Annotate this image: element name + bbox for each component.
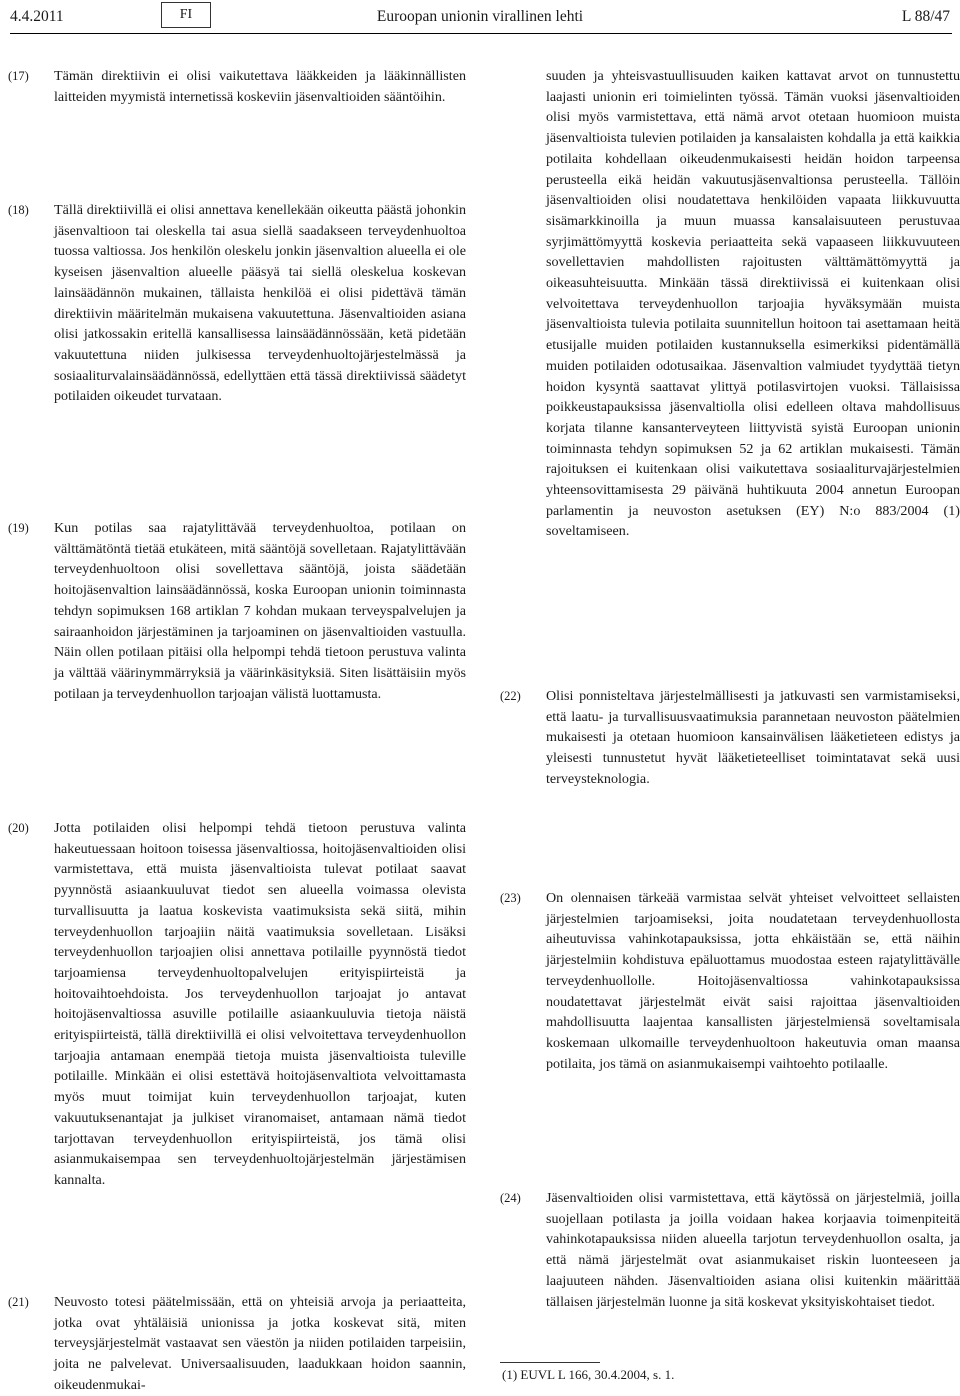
footnote-rule — [500, 1362, 600, 1363]
recital-text: Tämän direktiivin ei olisi vaikutettava lääkkeiden ja lääkinnällisten laitteiden myymistä internetissä koskeviin jäsenvaltioiden sääntöihin. — [54, 68, 466, 105]
page-number: L 88/47 — [901, 8, 950, 25]
language-box: FI — [161, 2, 211, 28]
recital-19 — [8, 518, 466, 704]
header-rule — [10, 33, 952, 34]
page-header — [0, 0, 960, 32]
recital-number: (18) — [8, 203, 29, 217]
recital-18 — [8, 200, 466, 407]
journal-title: Euroopan unionin virallinen lehti — [376, 8, 584, 25]
recital-number: (17) — [8, 69, 29, 83]
recital-17 — [8, 66, 466, 107]
recital-number: (22) — [500, 689, 521, 703]
recital-text: Kun potilas saa rajatylittävää terveydenhuoltoa, potilaan on välttämätöntä tietää etukäteen, mitä sääntöjä sovelletaan. Rajatylittävään terveydenhuoltoon olisi sovellettava sääntöjä, joista säädetään hoitojäsenvaltion lainsäädännössä, koska Euroopan unionin toiminnasta tehdyn sopimuksen 168 artiklan 7 kohdan mukaan terveyspalvelujen ja sairaanhoidon järjestäminen ja tarjoaminen on jäsenvaltioiden vastuulla. Näin ollen potilaan pitäisi olla helpompi tehdä tietoon perustuva valinta ja välttää väärinymmärryksiä ja väärinkäsityksiä. Siten lisättäisiin myös potilaan ja terveydenhuollon tarjoajan välistä luottamusta. — [54, 520, 466, 702]
recital-number: (23) — [500, 891, 521, 905]
recital-22 — [500, 686, 960, 790]
publication-date: 4.4.2011 — [10, 8, 64, 25]
recital-24 — [500, 1188, 960, 1312]
recital-21-continuation: suuden ja yhteisvastuullisuuden kaiken kattavat arvot on tunnustettu laajasti unionin eri toimielinten työssä. Tämän vuoksi jäsenvaltioiden olisi myös varmistettava, että nämä arvot otetaan huomioon muista jäsenvaltioista tulevien potilaiden ja kansalaisten kohdalla ja että kaikkia potilaita kohdellaan oikeudenmukaisesti heidän hoidon tarpeensa perusteella eikä heidän vakuutusjäsenvaltionsa perusteella. Tällöin jäsenvaltioiden olisi noudatettava henkilöiden vapaata liikkuvuutta sisämarkkinoilla ja muun muassa kansalaisuuteen perustuvaa syrjimättömyyttä koskevia periaatteita sekä vapaaseen liikkuvuuteen sovellettavien mahdollisten rajoitusten välttämättömyyttä ja oikeasuhteisuutta. Minkään tässä direktiivissä ei kuitenkaan olisi velvoitettava terveydenhuollon tarjoajia hyväksymään muista jäsenvaltioista tulevia potilaita suunnitellun hoitoon tai asettamaan heitä etusijalle muiden potilaiden kustannuksella esimerkiksi pidentämällä muiden potilaiden odotusaikaa. Jäsenvaltion valmiudet tyydyttää tietyn hoidon kysyntä saattavat ylittyä potilasvirtojen vuoksi. Tällaisissa poikkeustapauksissa jäsenvaltiolla olisi edelleen oltava mahdollisuus korjata tilanne kansanterveyteen liittyvistä syistä Euroopan unionin toiminnasta tehdyn sopimuksen 52 ja 62 artiklan mukaisesti. Tämän rajoituksen ei kuitenkaan olisi vaikutettava sosiaaliturvajärjestelmien yhteensovittamisesta 29 päivänä huhtikuuta 2004 annetun Euroopan parlamentin ja neuvoston asetuksen (EY) N:o 883/2004 (1) soveltamiseen. — [546, 68, 960, 540]
footnote: (1) EUVL L 166, 30.4.2004, s. 1. — [502, 1367, 675, 1382]
recital-number: (24) — [500, 1191, 521, 1205]
recital-text: Jotta potilaiden olisi helpompi tehdä tietoon perustuva valinta hakeutuessaan hoitoon toisessa jäsenvaltiossa, hoitojäsenvaltioiden olisi varmistettava, että muista jäsenvaltioista tulevat potilaat saavat pyynnöstä asiaankuuluvat tiedot sen alueella voimassa olevista turvallisuutta ja laatua koskevista vaatimuksista sekä siitä, mihin terveydenhuollon tarjoajiin näitä vaatimuksia sovelletaan. Lisäksi terveydenhuollon tarjoajien olisi annettava potilaille pyynnöstä tiedot tarjoamiensa terveydenhuoltopalvelujen erityispiirteistä ja hoitovaihtoehdoista. Jos terveydenhuollon tarjoajat jo antavat hoitojäsenvaltiossa asuville potilaille asiaankuuluvia tietoja näistä erityispiirteistä, tällä direktiivillä ei olisi velvoitettava terveydenhuollon tarjoajia antamaan enempää tietoja muista jäsenvaltioista tuleville potilaille. Minkään ei olisi estettävä hoitojäsenvaltiota velvoittamasta myös muut toimijat kuin terveydenhuollon tarjoajat, kuten vakuutuksenantajat ja julkiset viranomaiset, antamaan nämä tiedot tarjottavan terveydenhuollon erityispiirteistä, jos tämä olisi asianmukaisempaa sen terveydenhuoltojärjestelmän järjestämisen kannalta. — [54, 820, 466, 1188]
recital-number: (21) — [8, 1295, 29, 1309]
recital-23 — [500, 888, 960, 1074]
recital-text: Tällä direktiivillä ei olisi annettava kenellekään oikeutta päästä johonkin jäsenvaltioon tai oleskella tai asua siellä saadakseen terveydenhuoltoa tuossa valtiossa. Jos henkilön oleskelu jonkin jäsenvaltion alueella ei ole kyseisen jäsenvaltion alueelle pääsyä tai siellä oleskelua koskevan lainsäädännön mukainen, tällaista henkilöä ei olisi pidettävä tämän direktiivin määritelmän mukaisena vakuutettuna. Jäsenvaltioiden asiana olisi jatkossakin eritellä kansallisessa lainsäädännössään, ketä pidetään vakuutettuna niiden julkisessa terveydenhuoltojärjestelmässä ja sosiaaliturvalainsäädännössä, edellyttäen että tässä direktiivissä säädetyt potilaiden oikeudet turvataan. — [54, 202, 466, 405]
recital-21 — [8, 1292, 466, 1396]
recital-text: Olisi ponnisteltava järjestelmällisesti ja jatkuvasti sen varmistamiseksi, että laatu- ja turvallisuusvaatimuksia parannetaan neuvoston päätelmien mukaisesti ja otetaan huomioon kansainvälisen lääketieteen edistys ja yleisesti tunnustetut hyvät lääketieteelliset toimintatavat sekä uusi terveysteknologia. — [546, 688, 960, 787]
recital-text: Neuvosto totesi päätelmissään, että on yhteisiä arvoja ja periaatteita, jotka ovat yhtäläisiä unionissa ja jotka koskevat sitä, miten terveysjärjestelmät vastaavat sen väestön ja niiden potilaiden tarpeisiin, joita ne palvelevat. Universaalisuuden, laadukkaan hoidon saannin, oikeudenmukai- — [54, 1294, 466, 1393]
recital-number: (19) — [8, 521, 29, 535]
recital-text: Jäsenvaltioiden olisi varmistettava, että käytössä on järjestelmiä, joilla suojellaan potilasta ja joilla voidaan hakea korjaavia toimenpiteitä vahinkotapauksissa niiden alueella tarjotun terveydenhuollon osalta, ja että nämä järjestelmät ovat asianmukaiset riskin luonteeseen ja laajuuteen nähden. Jäsenvaltioiden asiana olisi kuitenkin määrittää tällaisen järjestelmän luonne ja sitä koskevat yksityiskohtaiset tiedot. — [546, 1190, 960, 1310]
recital-text: On olennaisen tärkeää varmistaa selvät yhteiset velvoitteet sellaisten järjestelmien tarjoamiseksi, joita noudatetaan terveydenhuollosta aiheutuvissa vahinkotapauksissa, jotta ehkäistään se, että näihin järjestelmiin kohdistuva epäluottamus muodostaa esteen rajatylittävälle terveydenhuollolle. Hoitojäsenvaltiossa vahinkotapauksissa noudatettavat järjestelmät eivät saisi rajoittaa jäsenvaltioiden mahdollisuutta laajentaa kansallisten järjestelmiensä soveltamisala koskemaan ulkomaille terveydenhuoltoon hakeutuvia oman maansa potilaita, jos tämä on asianmukaisempi vaihtoehto potilaalle. — [546, 890, 960, 1072]
recital-number: (20) — [8, 821, 29, 835]
recital-20 — [8, 818, 466, 1191]
